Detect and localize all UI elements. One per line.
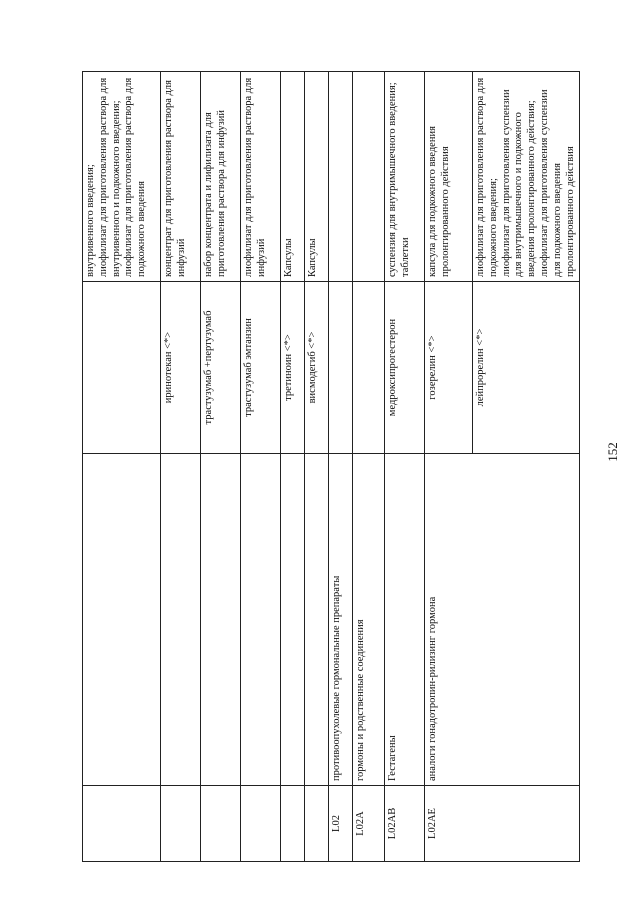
dosage-form-cell [201,72,241,282]
dosage-form-line: концентрат для приготовления раствора для инфузий [163,80,187,277]
rotated-table-frame [82,72,576,862]
table-row [329,72,353,862]
table-row [241,72,281,862]
drug-name-cell: гозерелин <*> [425,282,473,454]
dosage-form-line: таблетки [399,237,411,277]
drug-list-table [82,71,580,862]
group-name-cell [83,454,161,786]
table-row [201,72,241,862]
dosage-form-cell [305,72,329,282]
table-row [83,72,161,862]
dosage-form-line: лиофилизат для приготовления раствора для подкожного введения; [475,77,499,277]
group-name-cell: противоопухолевые гормональные препараты [329,454,353,786]
drug-name-cell: лейпрорелин <*> [473,282,580,454]
drug-name-cell: трастузумаб +пертузумаб [201,282,241,454]
drug-name-cell [83,282,161,454]
dosage-form-line: лиофилизат для приготовления раствора для инфузий [243,77,267,277]
atc-code-cell: L02 [329,786,353,862]
atc-code-cell [201,786,241,862]
dosage-form-cell [473,72,580,282]
drug-name-cell [353,282,385,454]
table-row [161,72,201,862]
atc-code-cell: L02AB [385,786,425,862]
group-name-cell [201,454,241,786]
dosage-form-line: лиофилизат для приготовления суспензии для внутримышечного и подкожного введения пролонгированного действия; [500,89,538,277]
drug-name-cell: трастузумаб эмтанзин [241,282,281,454]
dosage-form-line: лиофилизат для приготовления раствора для внутривенного и подкожного введения; [97,77,122,277]
table-row [353,72,385,862]
group-name-cell [241,454,281,786]
atc-code-cell [241,786,281,862]
table-row [305,72,329,862]
group-name-cell [305,454,329,786]
table-row [425,72,473,862]
table-row [281,72,305,862]
dosage-form-line: капсула для подкожного введения пролонгированного действия [427,126,451,277]
dosage-form-line: внутривенного введения; [85,164,96,277]
drug-name-cell: третиноин <*> [281,282,305,454]
group-name-cell: аналоги гонадотропин-рилизинг гормона [425,454,580,786]
dosage-form-cell [83,72,161,282]
atc-code-cell [305,786,329,862]
dosage-form-cell [281,72,305,282]
table-row [385,72,425,862]
dosage-form-cell [385,72,425,282]
dosage-form-line: Капсулы [307,238,318,277]
drug-name-cell: медроксипрогестерон [385,282,425,454]
dosage-form-cell [353,72,385,282]
dosage-form-line: Капсулы [283,238,294,277]
dosage-form-cell [329,72,353,282]
group-name-cell [161,454,201,786]
dosage-form-line: лиофилизат для приготовления раствора для подкожного введения [123,77,148,277]
atc-code-cell: L02AE [425,786,580,862]
atc-code-cell [281,786,305,862]
drug-name-cell: висмодегиб <*> [305,282,329,454]
page-number: 152 [605,442,620,462]
atc-code-cell [83,786,161,862]
dosage-form-cell [161,72,201,282]
dosage-form-line: лиофилизат для приготовления суспензии для подкожного введения пролонгированного действия [538,89,576,277]
drug-name-cell: иринотекан <*> [161,282,201,454]
dosage-form-cell [241,72,281,282]
atc-code-cell: L02A [353,786,385,862]
group-name-cell: гормоны и родственные соединения [353,454,385,786]
group-name-cell: Гестагены [385,454,425,786]
dosage-form-line: суспензия для внутримышечного введения; [387,82,398,277]
group-name-cell [281,454,305,786]
drug-name-cell [329,282,353,454]
dosage-form-line: набор концентрата и лифилизата для приготовления раствора для инфузий [203,109,227,277]
atc-code-cell [161,786,201,862]
dosage-form-cell [425,72,473,282]
